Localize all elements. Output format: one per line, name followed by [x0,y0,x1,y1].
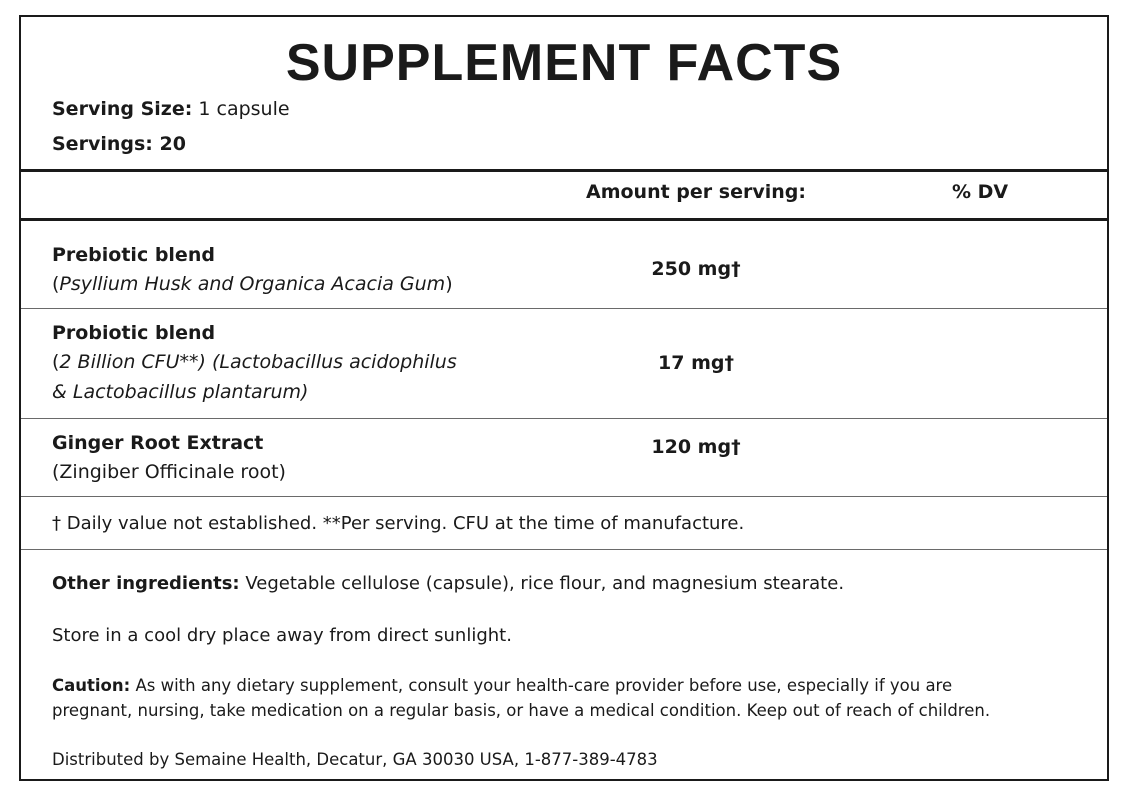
ingredient-name: Probiotic blend [52,322,216,344]
divider [21,549,1107,550]
ingredient-amount: 250 mg† [651,258,741,280]
ingredient-description-continued: & Lactobacillus plantarum) [52,381,309,403]
caution [52,673,952,698]
divider [21,308,1107,309]
divider [21,496,1107,497]
ingredient-description: (Psyllium Husk and Organica Acacia Gum) [52,273,453,295]
footnote: † Daily value not established. **Per serving. CFU at the time of manufacture. [52,513,745,534]
other-ingredients [52,572,844,596]
ingredient-description: (Zingiber Officinale root) [52,461,286,483]
ingredient-amount: 120 mg† [651,436,741,458]
storage-instructions: Store in a cool dry place away from direct sunlight. [52,625,512,646]
other-ingredients-text: Vegetable cellulose (capsule), rice flour, and magnesium stearate. [239,573,845,594]
supplement-facts-panel [19,15,1109,781]
other-ingredients-label: Other ingredients: [52,573,240,594]
caution-text: As with any dietary supplement, consult your health-care provider before use, especially if you are [130,676,953,695]
serving-size-value: 1 capsule [198,98,290,120]
divider [21,169,1107,172]
divider [21,218,1107,221]
amount-per-serving-header: Amount per serving: [586,181,806,203]
panel-title: SUPPLEMENT FACTS [285,34,843,92]
servings [52,132,186,156]
ingredient-amount: 17 mg† [658,352,734,374]
ingredient-name: Ginger Root Extract [52,432,264,454]
servings-label: Servings: 20 [52,133,186,155]
distributor-info: Distributed by Semaine Health, Decatur, GA 30030 USA, 1-877-389-4783 [52,750,658,769]
serving-size-label: Serving Size: [52,98,193,120]
caution-label: Caution: [52,676,131,695]
dv-header: % DV [952,181,1009,203]
serving-size [52,97,290,121]
caution-continued: pregnant, nursing, take medication on a regular basis, or have a medical condition. Keep out of reach of children. [52,701,991,720]
ingredient-name: Prebiotic blend [52,244,215,266]
divider [21,418,1107,419]
ingredient-description: (2 Billion CFU**) (Lactobacillus acidophilus [52,351,457,373]
